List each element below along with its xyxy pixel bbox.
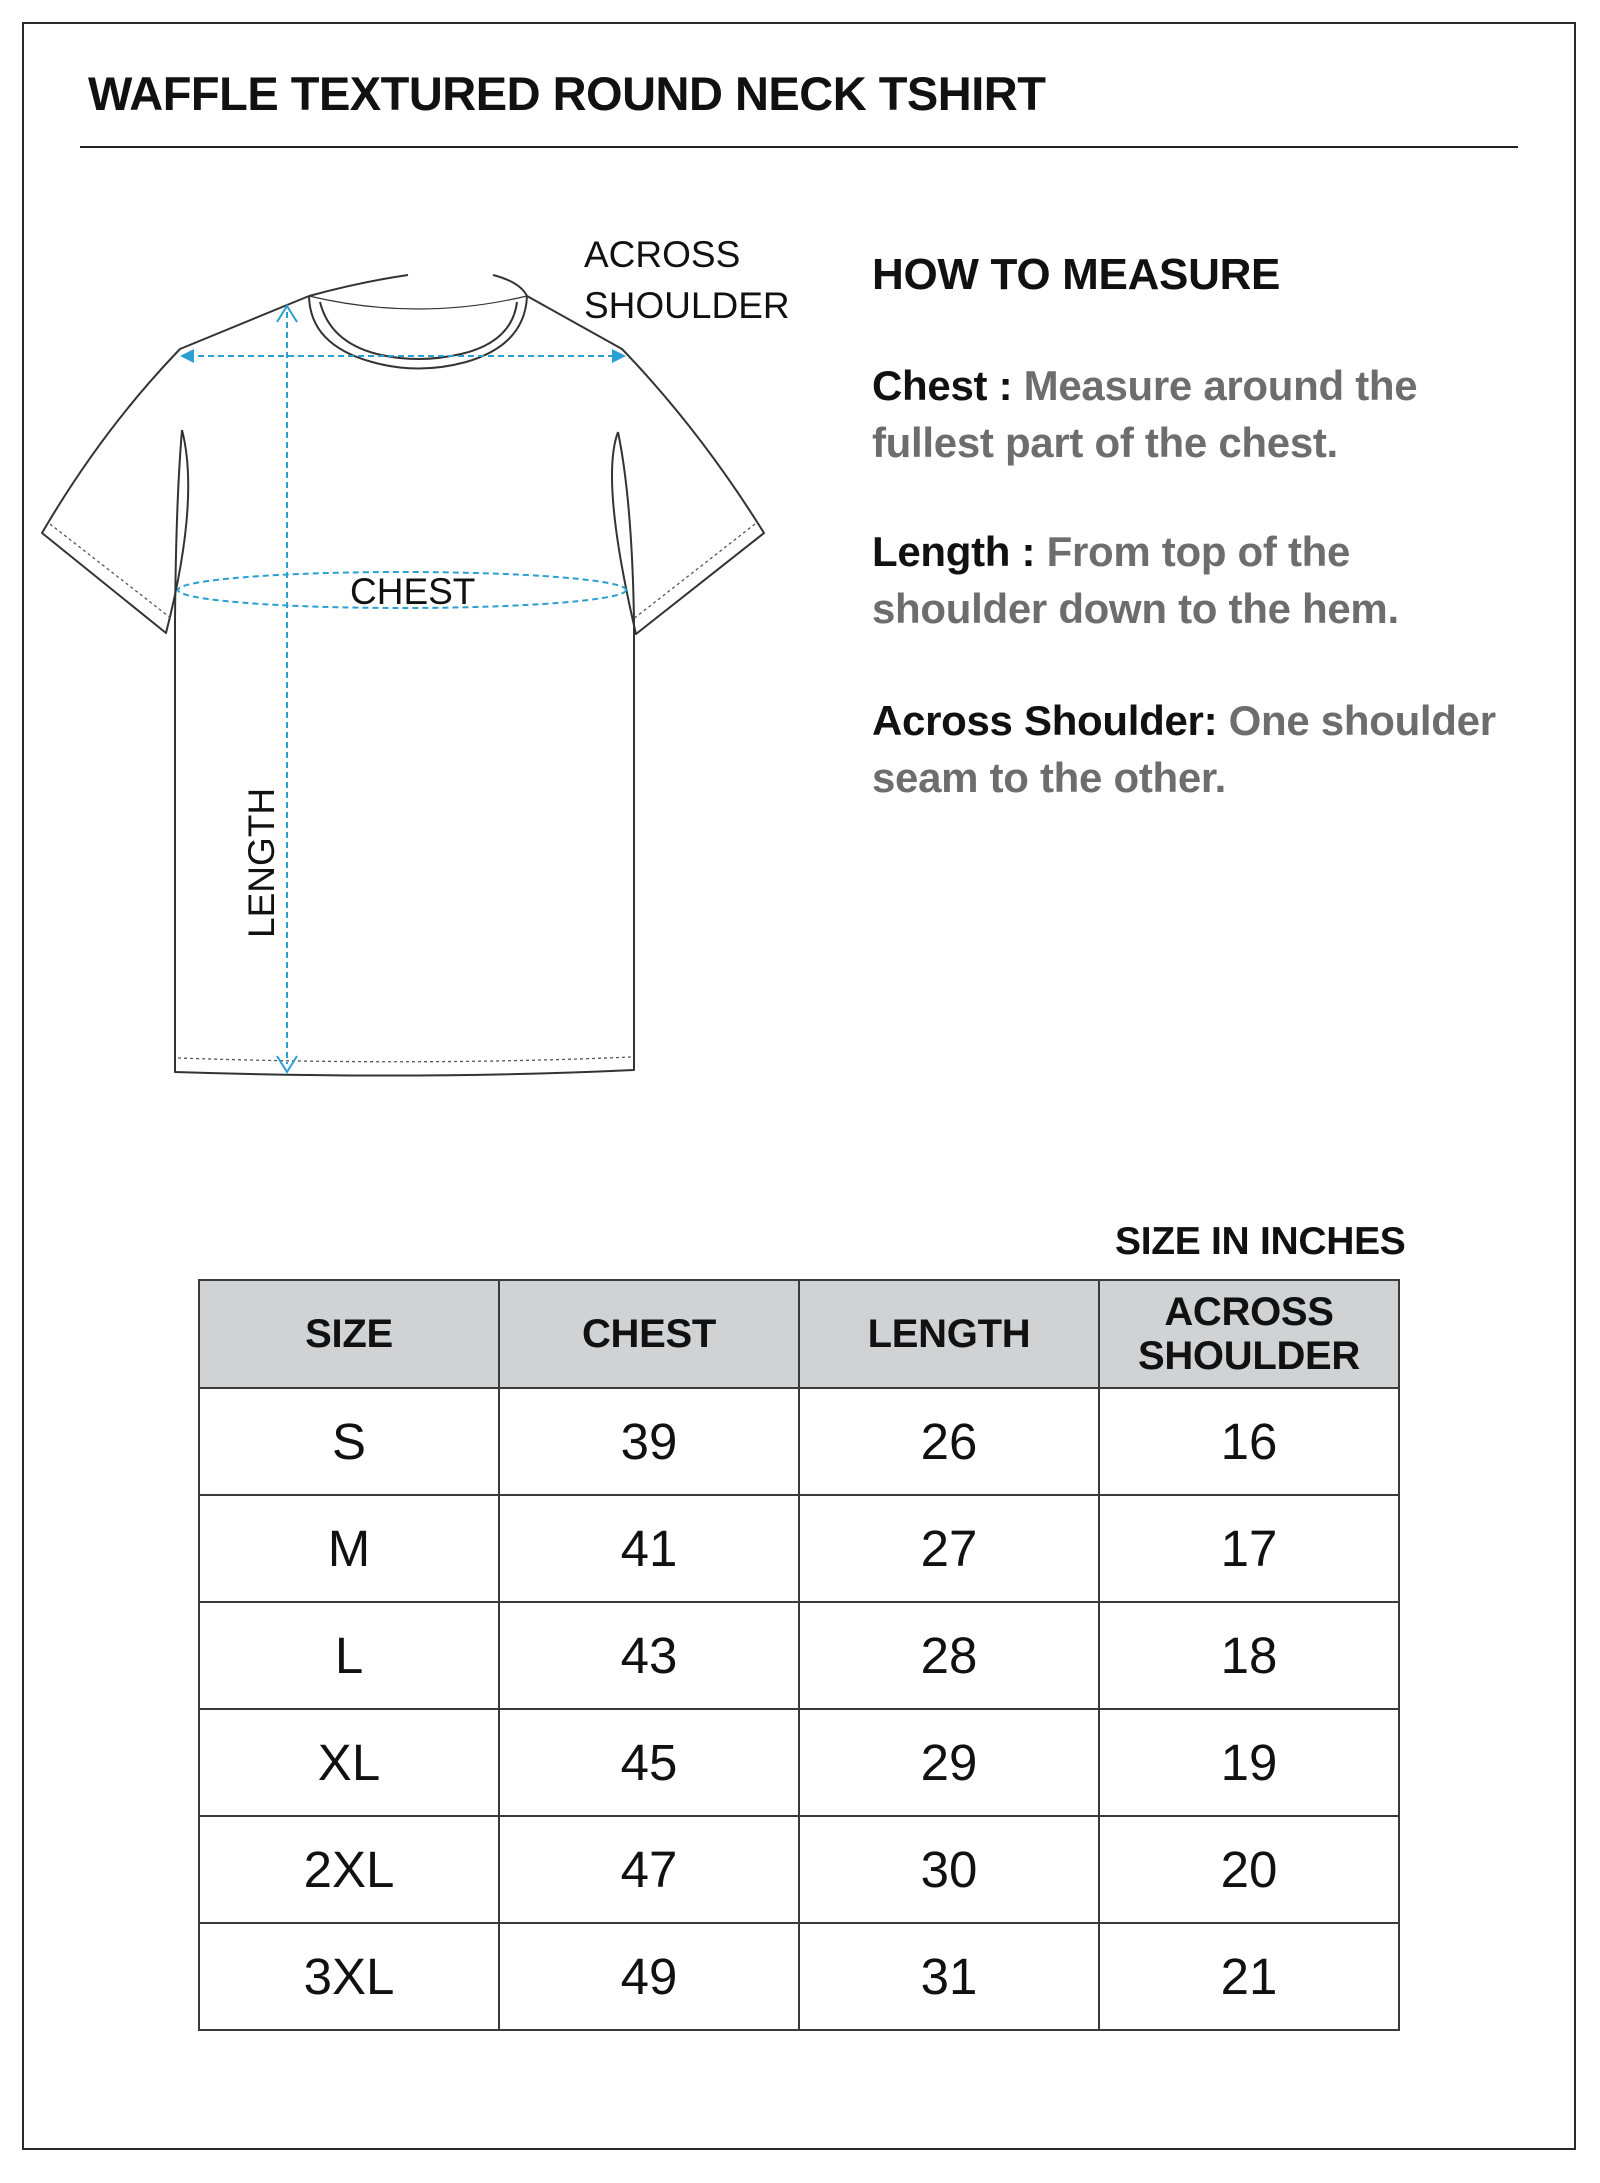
- measure-item-text: One shoulder seam to the other.: [872, 697, 1496, 801]
- cell-size: XL: [199, 1709, 499, 1816]
- length-guide: [277, 306, 297, 1072]
- measure-item-sep: :: [987, 362, 1024, 409]
- cell-length: 29: [799, 1709, 1099, 1816]
- cell-chest: 47: [499, 1816, 799, 1923]
- across-shoulder-guide: [180, 349, 626, 363]
- length-label: LENGTH: [241, 787, 282, 938]
- cell-across-shoulder: 19: [1099, 1709, 1399, 1816]
- measure-item-text: From top of the shoulder down to the hem.: [872, 528, 1399, 632]
- cell-chest: 45: [499, 1709, 799, 1816]
- cell-length: 31: [799, 1923, 1099, 2030]
- table-row: [199, 1388, 1399, 1495]
- measure-item-text: Measure around the fullest part of the chest.: [872, 362, 1418, 466]
- cell-length: 26: [799, 1388, 1099, 1495]
- cell-length: 28: [799, 1602, 1099, 1709]
- cell-size: 3XL: [199, 1923, 499, 2030]
- cell-size: L: [199, 1602, 499, 1709]
- cell-across-shoulder: 18: [1099, 1602, 1399, 1709]
- measure-item-key: Chest: [872, 362, 988, 409]
- cell-length: 27: [799, 1495, 1099, 1602]
- cell-chest: 39: [499, 1388, 799, 1495]
- across-shoulder-label-line1: ACROSS: [584, 234, 741, 275]
- header-across-shoulder: ACROSS SHOULDER: [1099, 1280, 1399, 1388]
- table-row: [199, 1816, 1399, 1923]
- size-unit-note: SIZE IN INCHES: [1115, 1220, 1406, 1263]
- page-title: WAFFLE TEXTURED ROUND NECK TSHIRT: [88, 67, 1046, 120]
- table-row: [199, 1923, 1399, 2030]
- cell-across-shoulder: 16: [1099, 1388, 1399, 1495]
- measure-item-length: [872, 523, 1512, 637]
- cell-chest: 43: [499, 1602, 799, 1709]
- cell-across-shoulder: 17: [1099, 1495, 1399, 1602]
- cell-size: 2XL: [199, 1816, 499, 1923]
- how-to-measure-heading: HOW TO MEASURE: [872, 250, 1281, 299]
- header-chest: CHEST: [499, 1280, 799, 1388]
- chest-label: CHEST: [350, 571, 476, 612]
- cell-across-shoulder: 21: [1099, 1923, 1399, 2030]
- size-chart-table: [198, 1279, 1400, 2031]
- tshirt-outline: [42, 275, 764, 1076]
- cell-across-shoulder: 20: [1099, 1816, 1399, 1923]
- header-length: LENGTH: [799, 1280, 1099, 1388]
- measure-item-sep: :: [1010, 528, 1047, 575]
- cell-size: M: [199, 1495, 499, 1602]
- table-header-row: [199, 1280, 1399, 1388]
- header-size: SIZE: [199, 1280, 499, 1388]
- measure-item-key: Length: [872, 528, 1011, 575]
- measure-item-sep: :: [1203, 697, 1229, 744]
- measure-item-across-shoulder: [872, 692, 1512, 806]
- table-row: [199, 1602, 1399, 1709]
- table-row: [199, 1495, 1399, 1602]
- tshirt-measurement-diagram: [0, 0, 900, 1120]
- cell-size: S: [199, 1388, 499, 1495]
- measure-item-chest: [872, 357, 1512, 471]
- measure-item-key: Across Shoulder: [872, 697, 1204, 744]
- across-shoulder-label-line2: SHOULDER: [584, 285, 790, 326]
- cell-length: 30: [799, 1816, 1099, 1923]
- cell-chest: 49: [499, 1923, 799, 2030]
- across-shoulder-label: [584, 234, 790, 326]
- table-row: [199, 1709, 1399, 1816]
- cell-chest: 41: [499, 1495, 799, 1602]
